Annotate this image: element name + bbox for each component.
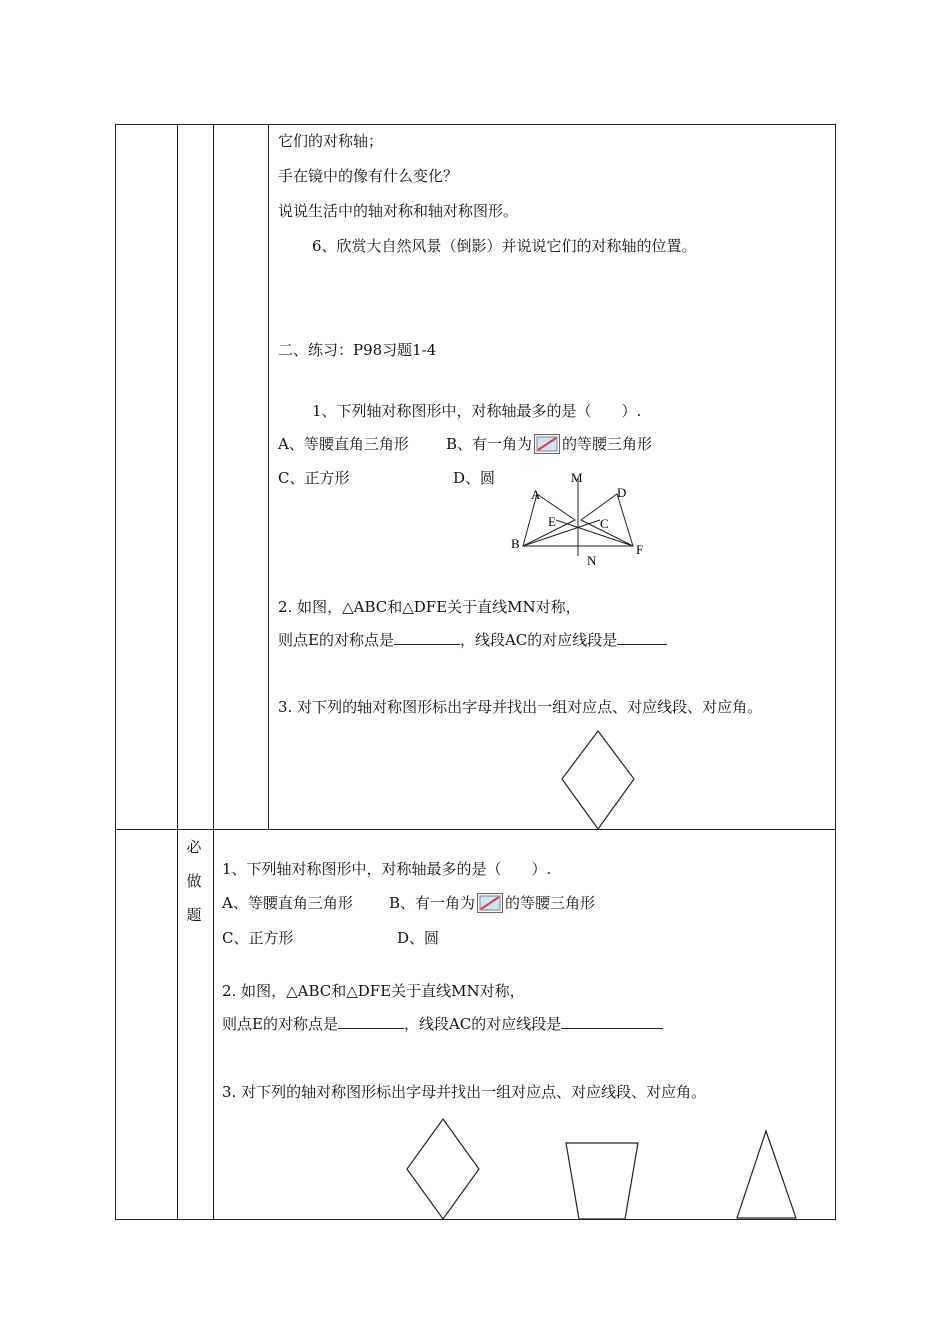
lower-q2-blank-2[interactable]	[561, 1014, 663, 1029]
label-d: D	[617, 485, 627, 500]
lower-trapezoid-shape	[562, 1140, 642, 1222]
broken-image-icon	[477, 893, 503, 913]
upper-line-2: 手在镜中的像有什么变化？	[278, 167, 459, 185]
lower-q1-option-d: D、圆	[397, 929, 440, 947]
lower-q1-option-b-post: 的等腰三角形	[505, 894, 596, 912]
side-label-3: 题	[186, 906, 202, 924]
label-a: A	[531, 487, 541, 502]
upper-q1: 1、下列轴对称图形中，对称轴最多的是（ ）.	[312, 402, 642, 420]
upper-q1-option-d: D、圆	[453, 469, 496, 487]
worksheet-table	[115, 124, 836, 1220]
upper-line-4: 6、欣赏大自然风景（倒影）并说说它们的对称轴的位置。	[312, 237, 697, 255]
upper-q1-option-b-post: 的等腰三角形	[562, 435, 653, 453]
lower-q1-option-b	[389, 893, 595, 913]
upper-q1-option-b-pre: B、有一角为	[446, 435, 533, 453]
lower-q2-mid: ，线段AC的对应线段是	[403, 1015, 562, 1033]
side-label-2: 做	[186, 872, 202, 890]
column-line-1	[177, 124, 178, 1220]
broken-image-icon	[534, 434, 560, 454]
upper-q1-option-c: C、正方形	[278, 469, 350, 487]
lower-q1-option-c: C、正方形	[222, 929, 294, 947]
label-f: F	[636, 542, 644, 557]
label-c: C	[600, 516, 609, 531]
label-m: M	[571, 470, 583, 485]
label-n: N	[587, 553, 597, 568]
column-line-2	[213, 124, 214, 1220]
upper-q2-line-2	[278, 630, 667, 650]
lower-q2-pre: 则点E的对称点是	[222, 1015, 338, 1033]
lower-q1: 1、下列轴对称图形中，对称轴最多的是（ ）.	[222, 860, 552, 878]
label-b: B	[511, 536, 520, 551]
upper-q2-line-1: 2. 如图，△ABC和△DFE关于直线MN对称，	[278, 598, 581, 616]
practice-heading: 二、练习：P98习题1-4	[278, 341, 437, 359]
symmetry-figure	[505, 468, 655, 573]
upper-q1-option-a: A、等腰直角三角形	[278, 435, 409, 453]
row-divider	[115, 829, 836, 830]
upper-q2-mid: ，线段AC的对应线段是	[459, 631, 618, 649]
lower-q3: 3. 对下列的轴对称图形标出字母并找出一组对应点、对应线段、对应角。	[222, 1083, 707, 1101]
upper-q2-blank-1[interactable]	[394, 630, 460, 645]
upper-q2-blank-2[interactable]	[617, 630, 667, 645]
label-e: E	[548, 514, 556, 529]
side-label-1: 必	[186, 838, 202, 856]
lower-triangle-shape	[734, 1129, 800, 1221]
upper-q2-pre: 则点E的对称点是	[278, 631, 394, 649]
lower-q2-line-1: 2. 如图，△ABC和△DFE关于直线MN对称，	[222, 982, 525, 1000]
upper-line-3: 说说生活中的轴对称和轴对称图形。	[278, 202, 519, 220]
column-line-3	[268, 124, 269, 829]
lower-q1-option-b-pre: B、有一角为	[389, 894, 476, 912]
upper-rhombus-shape	[560, 729, 640, 831]
lower-q2-line-2	[222, 1014, 663, 1034]
lower-q1-option-a: A、等腰直角三角形	[222, 894, 353, 912]
lower-q2-blank-1[interactable]	[338, 1014, 404, 1029]
upper-q3: 3. 对下列的轴对称图形标出字母并找出一组对应点、对应线段、对应角。	[278, 698, 763, 716]
upper-q1-option-b	[446, 434, 652, 454]
lower-rhombus-shape	[404, 1117, 484, 1221]
upper-line-1: 它们的对称轴；	[278, 132, 384, 150]
